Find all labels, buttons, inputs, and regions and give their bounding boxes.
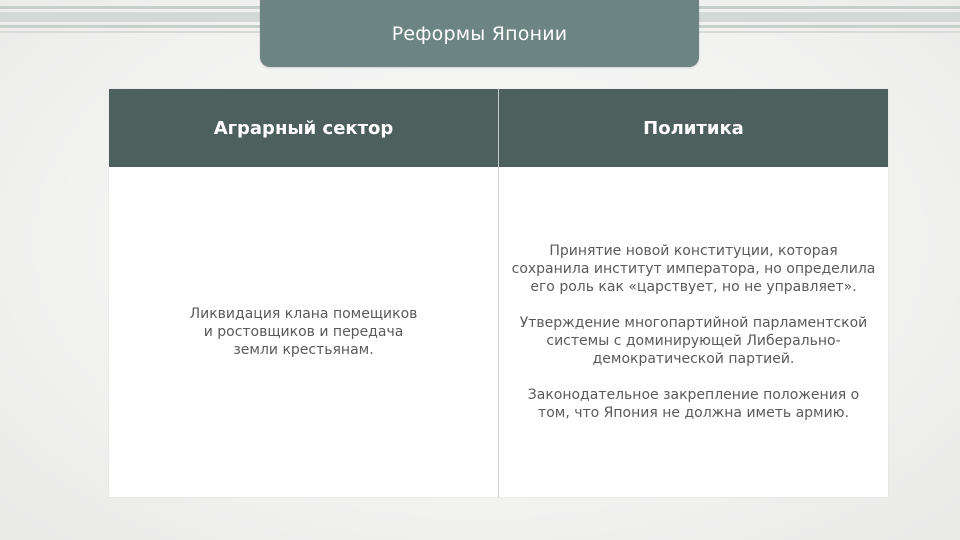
cell-politics (499, 167, 888, 497)
reforms-table (109, 89, 888, 497)
header-politics: Политика (643, 117, 744, 139)
politics-paragraph-constitution: Принятие новой конституции, которая сохранила институт императора, но определила его роль как «царствует, но не управляет». (511, 243, 876, 295)
politics-paragraph-parliament: Утверждение многопартийной парламентской системы с доминирующей Либерально-демократической партией. (519, 315, 868, 367)
cell-agrarian (109, 167, 498, 497)
agrarian-text: Ликвидация клана помещиков и ростовщиков и передача земли крестьянам. (189, 306, 418, 358)
header-agrarian-sector: Аграрный сектор (213, 117, 394, 139)
slide-title-box (260, 0, 699, 67)
politics-paragraph-army: Законодательное закрепление положения о том, что Япония не должна иметь армию. (527, 387, 860, 421)
slide-title: Реформы Японии (391, 22, 568, 45)
politics-text-stack (511, 242, 876, 422)
